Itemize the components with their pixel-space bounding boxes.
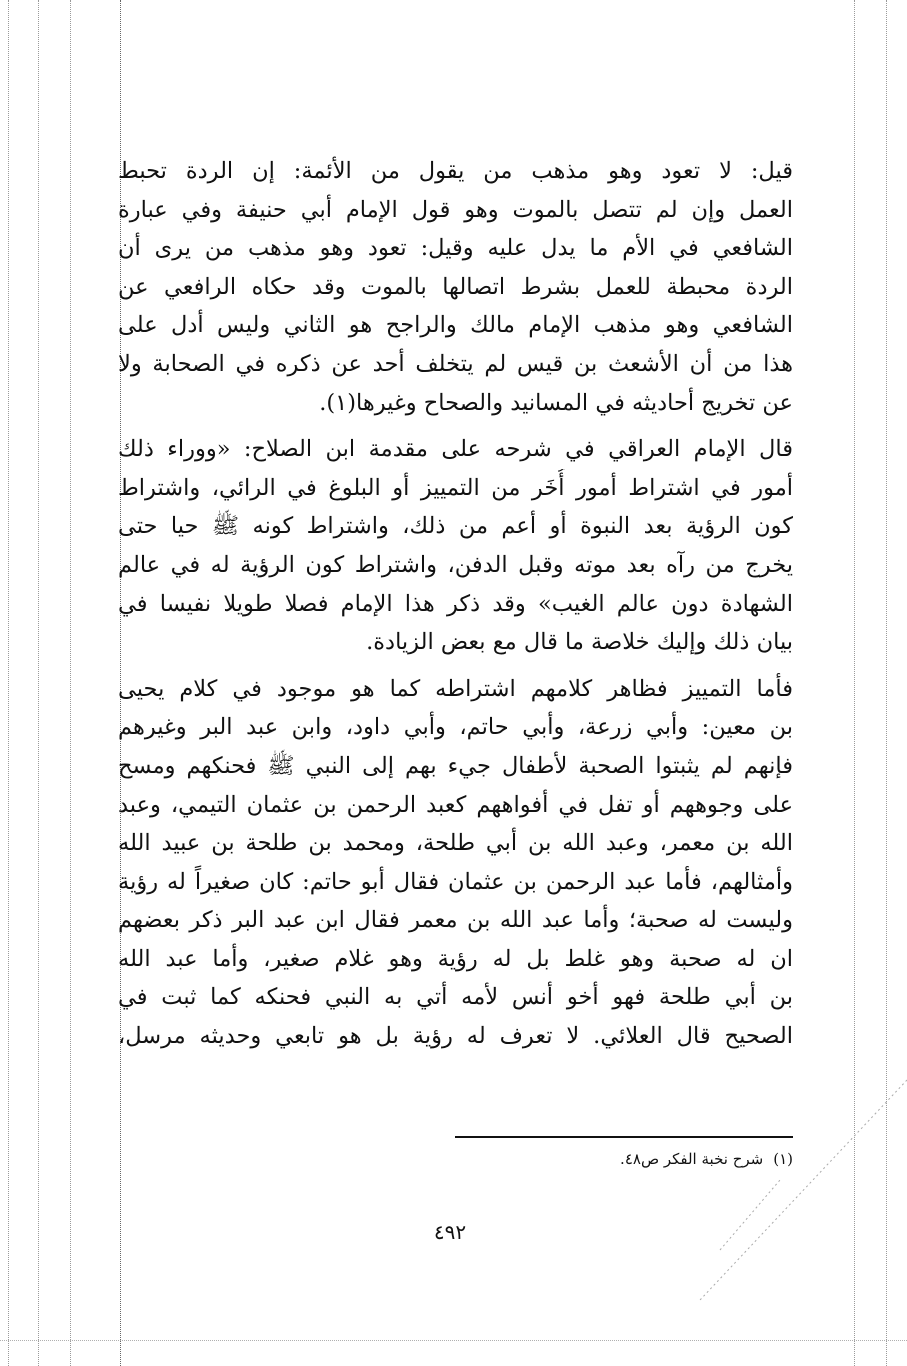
text-line: الشهادة دون عالم الغيب» وقد ذكر هذا الإمام فصلا طويلا نفيسا في: [118, 590, 793, 617]
text-line: الصحيح قال العلائي. لا تعرف له رؤية بل هو تابعي وحديثه مرسل،: [118, 1023, 793, 1050]
text-line: بيان ذلك وإليك خلاصة ما قال مع بعض الزيادة.: [366, 629, 793, 656]
text-line: وليست له صحبة؛ وأما عبد الله بن معمر فقال ابن عبد البر ذكر بعضهم: [118, 907, 793, 934]
text-line: بن معين: وأبي زرعة، وأبي حاتم، وأبي داود، وابن عبد البر وغيرهم: [118, 714, 793, 741]
paragraph-3: [118, 670, 793, 1056]
text-line: بن أبي طلحة فهو أخو أنس لأمه أتي به النبي فحنكه كما ثبت في: [118, 984, 793, 1011]
footnote: [455, 1148, 793, 1170]
main-text: [118, 152, 793, 1056]
text-line: عن تخريج أحاديثه في المسانيد والصحاح وغيرها(١).: [319, 389, 793, 416]
text-line: وأمثالهم، فأما عبد الرحمن بن عثمان فقال أبو حاتم: كان صغيراً له رؤية: [118, 868, 793, 895]
text-line: فأما التمييز فظاهر كلامهم اشتراطه كما هو موجود في كلام يحيى: [118, 675, 793, 702]
text-line: أمور في اشتراط أمور أُخَر من التمييز أو البلوغ في الرائي، واشتراط: [118, 474, 793, 501]
text-line: الشافعي في الأم ما يدل عليه وقيل: تعود وهو مذهب من يرى أن: [118, 235, 793, 262]
text-line: قيل: لا تعود وهو مذهب من يقول من الأئمة: إن الردة تحبط: [118, 158, 793, 184]
text-line: يخرج من رآه بعد موته وقبل الدفن، واشتراط كون الرؤية له في عالم: [118, 551, 793, 578]
footnote-separator: [455, 1136, 793, 1138]
text-line: ان له صحبة وهو غلط بل له رؤية وهو غلام صغير، وأما عبد الله: [118, 945, 793, 972]
paragraph-2: [118, 430, 793, 662]
text-line: على وجوههم أو تفل في أفواههم كعبد الرحمن بن عثمان التيمي، وعبد: [118, 791, 793, 818]
footnote-text: شرح نخبة الفكر ص٤٨.: [620, 1150, 764, 1168]
text-line: هذا من أن الأشعث بن قيس لم يتخلف أحد عن ذكره في الصحابة ولا: [118, 350, 793, 377]
paragraph-1: [118, 152, 793, 422]
text-line: فإنهم لم يثبتوا الصحبة لأطفال جيء بهم إلى النبي ﷺ فحنكهم ومسح: [118, 752, 793, 779]
text-line: العمل وإن لم تتصل بالموت وهو قول الإمام أبي حنيفة وفي عبارة: [118, 196, 793, 223]
footnote-number: (١): [773, 1150, 793, 1168]
text-line: كون الرؤية بعد النبوة أو أعم من ذلك، واشتراط كونه ﷺ حيا حتى: [118, 513, 793, 540]
text-line: الردة محبطة للعمل بشرط اتصالها بالموت وقد حكاه الرافعي عن: [118, 273, 793, 300]
text-line: الشافعي وهو مذهب الإمام مالك والراجح هو الثاني وليس أدل على: [118, 312, 793, 339]
text-line: الله بن معمر، وعبد الله بن أبي طلحة، ومحمد بن طلحة بن عبيد الله: [118, 830, 793, 857]
text-line: قال الإمام العراقي في شرحه على مقدمة ابن الصلاح: «ووراء ذلك: [118, 436, 793, 463]
page-number: ٤٩٢: [433, 1220, 467, 1244]
